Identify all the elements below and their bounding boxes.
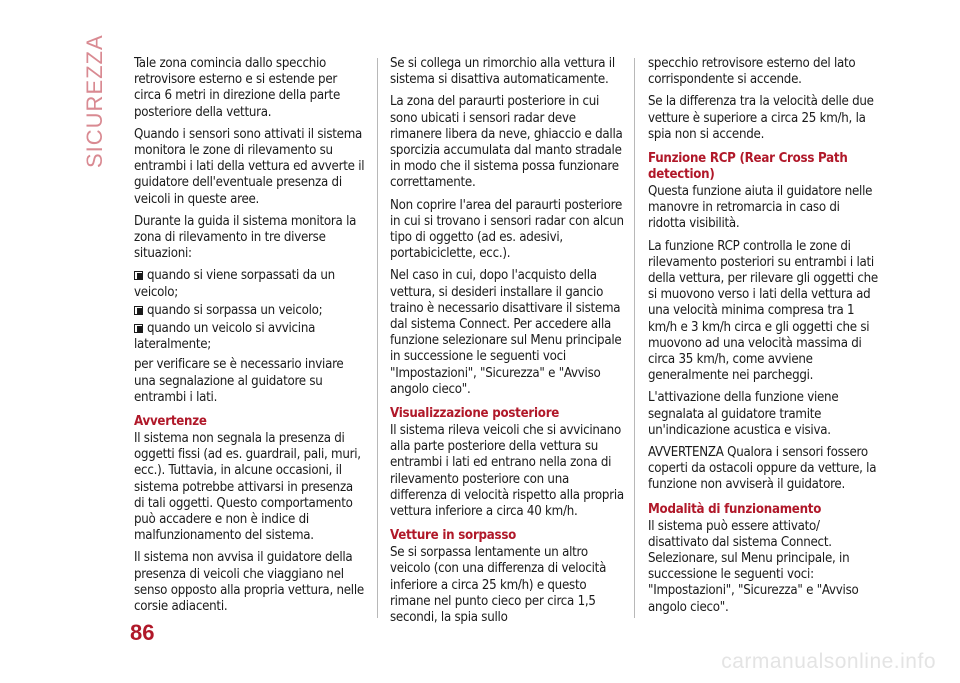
bullet-square-icon (134, 324, 143, 333)
paragraph: Se si collega un rimorchio alla vettura il sistema si disattiva automaticamente. (390, 56, 615, 88)
section-heading: Funzione RCP (Rear Cross Path detection) (648, 151, 848, 183)
paragraph: Quando i sensori sono attivati il sistema monitora le zone di rilevamento su entrambi i lati della vettura ed avverte il guidatore dell'eventuale presenza di veicoli in queste aree. (134, 126, 365, 207)
list-item: quando si sorpassa un veicolo; (134, 303, 366, 319)
paragraph: specchio retrovisore esterno del lato corrispondente si accende. (648, 56, 856, 88)
paragraph: La funzione RCP controlla le zone di rilevamento posteriori su entrambi i lati della vettura, per rilevare gli oggetti che si muovono verso i lati della vettura ad una velocità minima compresa tra 1 km/h e 3 km/h circa e gli oggetti che si muovono ad una velocità massima di circa 35 km/h, come avviene generalmente nei parcheggi. (648, 238, 878, 384)
paragraph: Non coprire l'area del paraurti posteriore in cui si trovano i sensori radar con alcun tipo di oggetto (ad es. adesivi, portabiciclette, ecc.). (390, 197, 624, 262)
list-item: quando si viene sorpassati da un veicolo; (134, 268, 335, 300)
column-3 (648, 56, 880, 622)
column-2 (390, 56, 624, 632)
paragraph: Il sistema può essere attivato/ disattivato dal sistema Connect. Selezionare, sul Menu principale, in successione le seguenti voci: "Impostazioni", "Sicurezza" e "Avviso angolo cieco". (648, 518, 859, 615)
paragraph: Nel caso in cui, dopo l'acquisto della vettura, si desideri installare il gancio traino è necessario disattivare il sistema dal sistema Connect. Per accedere alla funzione selezionare sul Menu principale in successione le seguenti voci "Impostazioni", "Sicurezza" e "Avviso angolo cieco". (390, 268, 622, 397)
column-1 (134, 56, 366, 621)
paragraph: Se si sorpassa lentamente un altro veicolo (con una differenza di velocità inferiore a circa 25 km/h) e questo rimane nel punto cieco per circa 1,5 secondi, la spia sullo (390, 545, 607, 626)
section-heading: Avvertenze (134, 414, 207, 430)
watermark: carmanualsonline.info (721, 650, 936, 673)
paragraph: Il sistema non avvisa il guidatore della presenza di veicoli che viaggiano nel senso opposto alla propria vettura, nelle corsie adiacenti. (134, 550, 364, 615)
paragraph: per verificare se è necessario inviare una segnalazione al guidatore su entrambi i lati. (134, 357, 344, 405)
column-divider (377, 58, 378, 618)
list-item: quando un veicolo si avvicina lateralmente; (134, 321, 316, 353)
bullet-square-icon (134, 271, 143, 280)
paragraph: Il sistema non segnala la presenza di oggetti fissi (ad es. guardrail, pali, muri, ecc.). Tuttavia, in alcune occasioni, il sistema potrebbe attivarsi in presenza di tali oggetti. Questo comportamento può accadere e non è indice di malfunzionamento del sistema. (134, 431, 361, 544)
section-tab (82, 34, 112, 180)
section-heading: Vetture in sorpasso (390, 528, 517, 544)
paragraph: La zona del paraurti posteriore in cui sono ubicati i sensori radar deve rimanere libera da neve, ghiaccio e dalla sporcizia accumulata dal manto stradale in modo che il sistema possa funzionare correttamente. (390, 94, 623, 191)
paragraph: Durante la guida il sistema monitora la zona di rilevamento in tre diverse situazioni: (134, 213, 357, 262)
page-number: 86 (130, 620, 155, 645)
section-heading: Modalità di funzionamento (648, 501, 822, 517)
column-divider (634, 58, 635, 618)
paragraph: Tale zona comincia dallo specchio retrovisore esterno e si estende per circa 6 metri in direzione della parte posteriore della vettura. (134, 56, 340, 120)
paragraph: Questa funzione aiuta il guidatore nelle manovre in retromarcia in caso di ridotta visibilità. (648, 184, 873, 232)
section-tab-label: SICUREZZA (82, 34, 107, 168)
paragraph: Se la differenza tra la velocità delle due vetture è superiore a circa 25 km/h, la spia non si accende. (648, 94, 874, 142)
paragraph: Il sistema rileva veicoli che si avvicinano alla parte posteriore della vettura su entrambi i lati ed entrano nella zona di rilevamento posteriore con una differenza di velocità rispetto alla propria vettura inferiore a circa 40 km/h. (390, 423, 624, 520)
paragraph: L'attivazione della funzione viene segnalata al guidatore tramite un'indicazione acustica e visiva. (648, 390, 839, 438)
paragraph: AVVERTENZA Qualora i sensori fossero coperti da ostacoli oppure da vetture, la funzione non avviserà il guidatore. (648, 445, 877, 493)
section-heading: Visualizzazione posteriore (390, 406, 560, 422)
bullet-square-icon (134, 306, 143, 315)
